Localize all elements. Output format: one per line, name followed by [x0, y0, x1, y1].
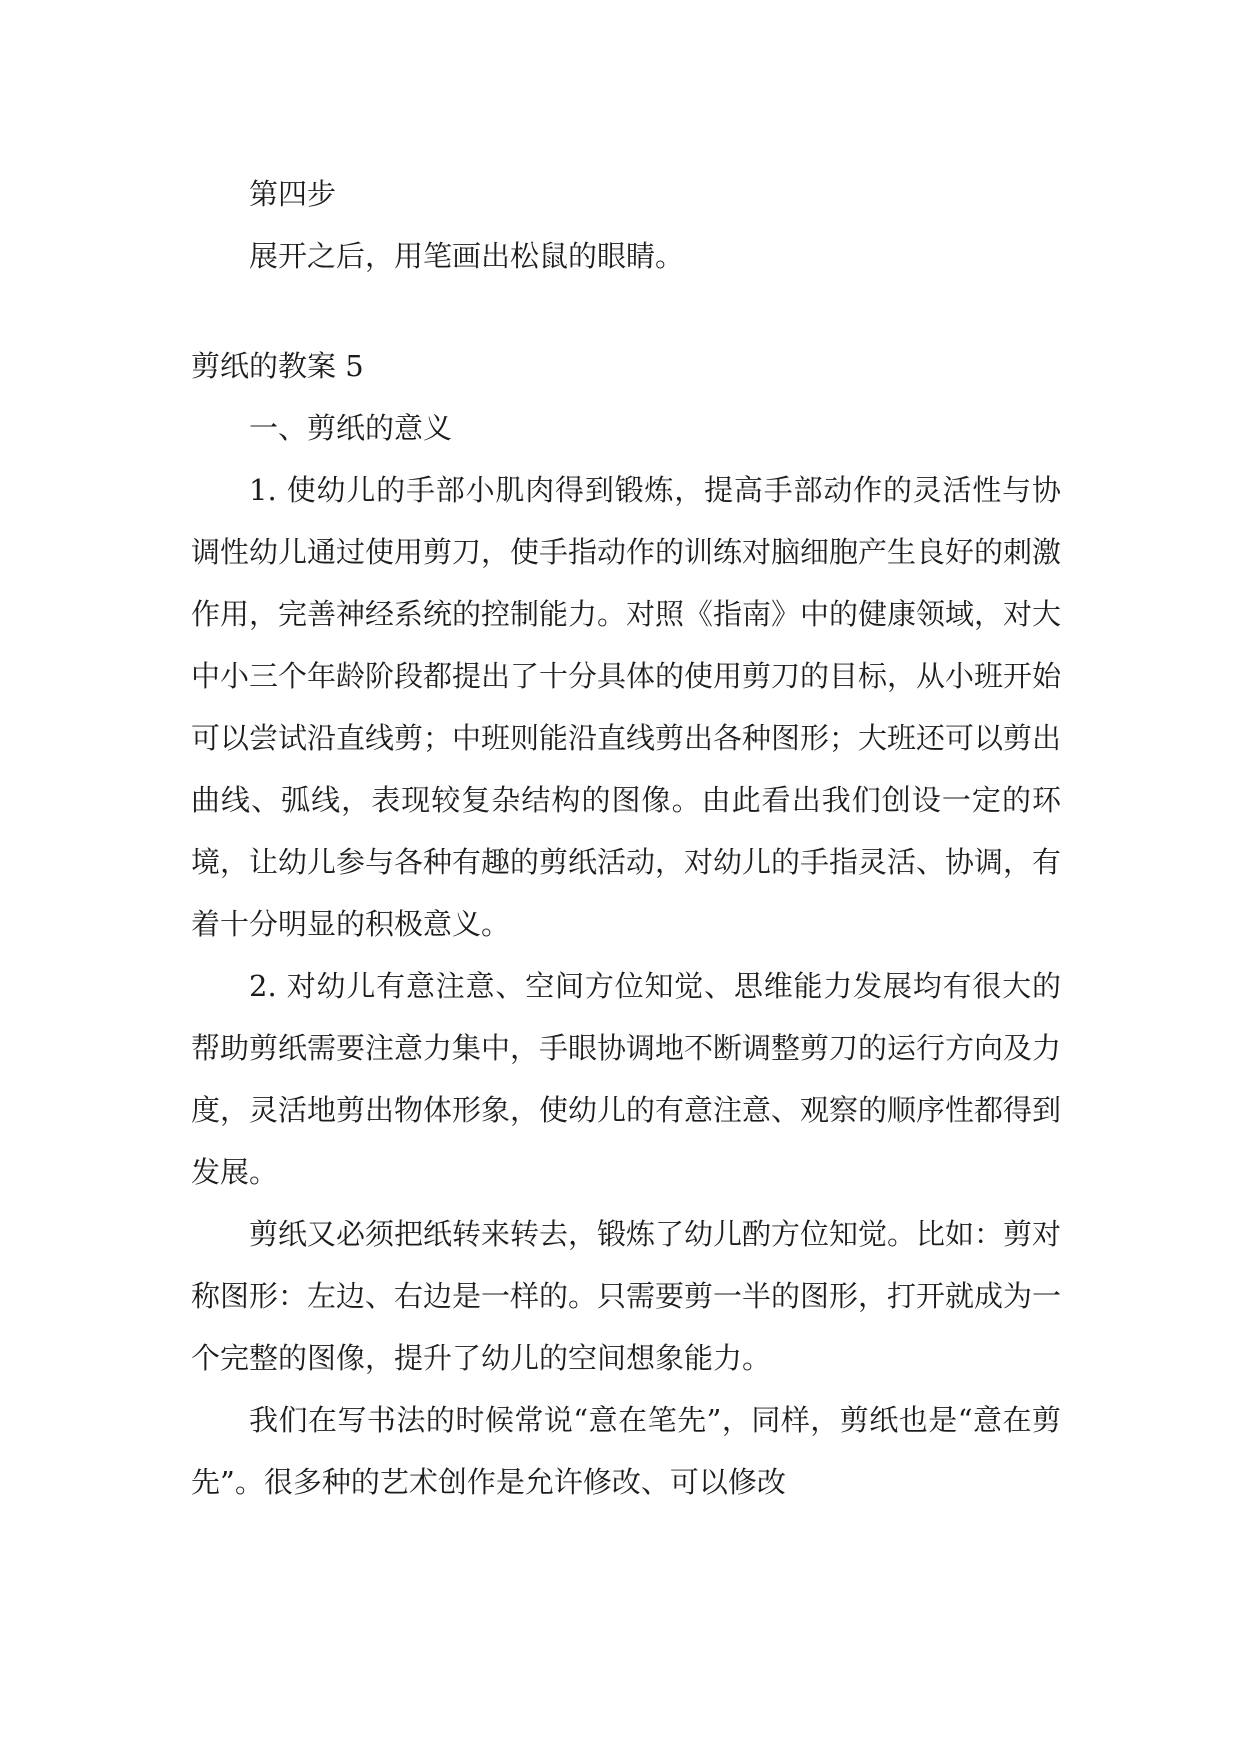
paragraph-gap	[191, 287, 1061, 335]
section-heading: 一、剪纸的意义	[249, 411, 453, 445]
paragraph-2: 2. 对幼儿有意注意、空间方位知觉、思维能力发展均有很大的帮助剪纸需要注意力集中，手眼协调地不断调整剪刀的运行方向及力度，灵活地剪出物体形象，使幼儿的有意注意、观察的顺序性都得到发展。	[191, 969, 1062, 1189]
section-title: 剪纸的教案 5	[191, 349, 364, 383]
step-text: 展开之后，用笔画出松鼠的眼睛。	[249, 239, 685, 273]
document-body	[191, 163, 1061, 1513]
paragraph-3: 剪纸又必须把纸转来转去，锻炼了幼儿酌方位知觉。比如：剪对称图形：左边、右边是一样的。只需要剪一半的图形，打开就成为一个完整的图像，提升了幼儿的空间想象能力。	[191, 1217, 1062, 1375]
step-title: 第四步	[249, 177, 337, 211]
paragraph-4: 我们在写书法的时候常说“意在笔先”，同样，剪纸也是“意在剪先”。很多种的艺术创作是允许修改、可以修改	[191, 1403, 1061, 1499]
paragraph-1: 1. 使幼儿的手部小肌肉得到锻炼，提高手部动作的灵活性与协调性幼儿通过使用剪刀，使手指动作的训练对脑细胞产生良好的刺激作用，完善神经系统的控制能力。对照《指南》中的健康领域，对大中小三个年龄阶段都提出了十分具体的使用剪刀的目标，从小班开始可以尝试沿直线剪；中班则能沿直线剪出各种图形；大班还可以剪出曲线、弧线，表现较复杂结构的图像。由此看出我们创设一定的环境，让幼儿参与各种有趣的剪纸活动，对幼儿的手指灵活、协调，有着十分明显的积极意义。	[191, 473, 1062, 941]
